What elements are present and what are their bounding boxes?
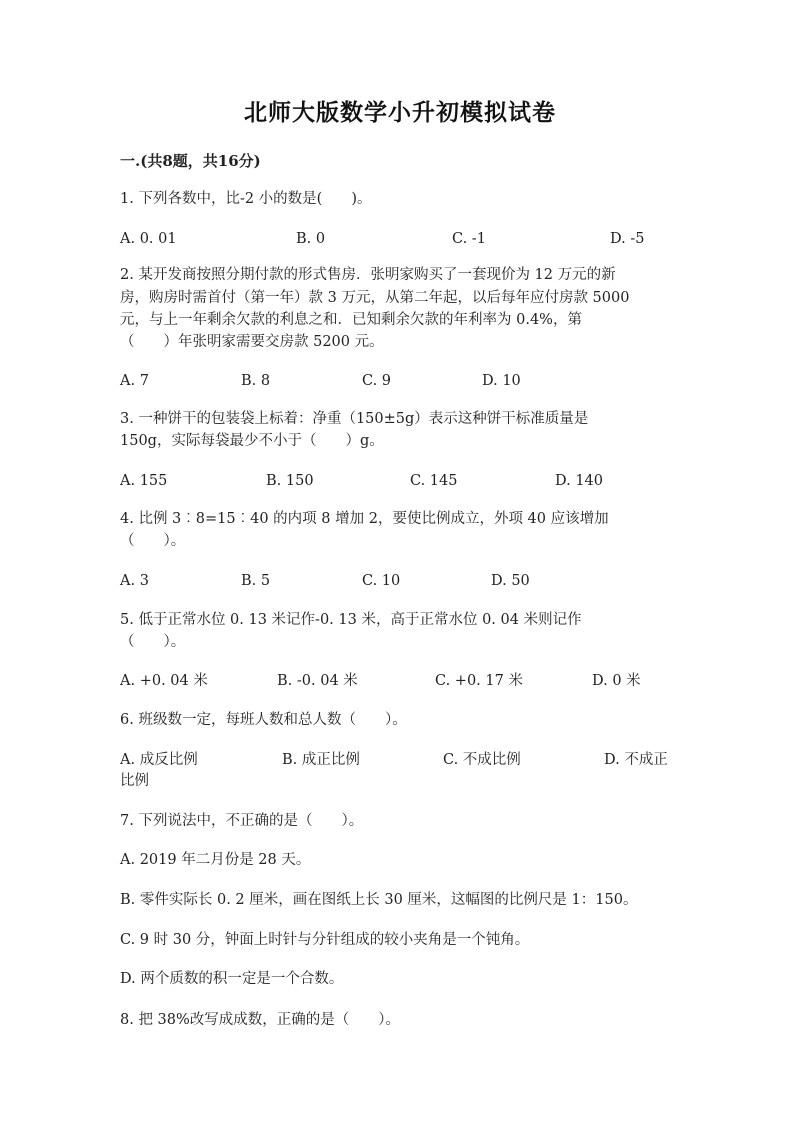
question-3-option-c: C. 145: [410, 473, 458, 489]
question-2-text-line-4: （ ）年张明家需要交房款 5200 元。: [120, 334, 384, 350]
question-3-option-b: B. 150: [266, 473, 314, 489]
question-1-option-d: D. -5: [610, 231, 645, 247]
question-1-option-c: C. -1: [452, 231, 486, 247]
question-5-text-line-1: 5. 低于正常水位 0. 13 米记作-0. 13 米，高于正常水位 0. 04 米则记作: [120, 612, 582, 628]
question-8-text: 8. 把 38%改写成成数，正确的是（ ）。: [120, 1012, 401, 1028]
question-1-option-b: B. 0: [296, 231, 326, 247]
section-heading: 一.(共8题，共16分): [120, 152, 261, 170]
question-4-text-line-1: 4. 比例 3︰8=15︰40 的内项 8 增加 2，要使比例成立，外项 40 应该增加: [120, 511, 609, 527]
question-7-option-b: B. 零件实际长 0. 2 厘米，画在图纸上长 30 厘米，这幅图的比例尺是 1：150。: [120, 892, 638, 908]
exam-title: 北师大版数学小升初模拟试卷: [244, 99, 556, 126]
question-7-option-d: D. 两个质数的积一定是一个合数。: [120, 971, 344, 987]
question-1-option-a: A. 0. 01: [120, 231, 177, 247]
question-3-option-a: A. 155: [120, 473, 168, 489]
question-4-option-a: A. 3: [120, 573, 149, 589]
question-5-option-d: D. 0 米: [592, 673, 641, 689]
question-6-option-d: D. 不成正: [604, 752, 668, 768]
question-5-option-c: C. +0. 17 米: [435, 673, 523, 689]
question-6-option-a: A. 成反比例: [120, 752, 198, 768]
question-2-option-d: D. 10: [482, 373, 521, 389]
question-7-option-a: A. 2019 年二月份是 28 天。: [120, 852, 311, 868]
question-5-option-a: A. +0. 04 米: [120, 673, 208, 689]
question-2-option-c: C. 9: [362, 373, 392, 389]
question-4-option-c: C. 10: [362, 573, 401, 589]
question-3-text-line-1: 3. 一种饼干的包装袋上标着：净重（150±5g）表示这种饼干标准质量是: [120, 411, 589, 427]
question-6-option-b: B. 成正比例: [282, 752, 360, 768]
question-3-option-d: D. 140: [555, 473, 604, 489]
question-7-option-c: C. 9 时 30 分，钟面上时针与分针组成的较小夹角是一个钝角。: [120, 932, 530, 948]
question-4-option-b: B. 5: [241, 573, 271, 589]
question-2-option-a: A. 7: [120, 373, 149, 389]
question-2-option-b: B. 8: [241, 373, 271, 389]
question-6-text: 6. 班级数一定，每班人数和总人数（ ）。: [120, 712, 407, 728]
question-7-text: 7. 下列说法中，不正确的是（ ）。: [120, 813, 364, 829]
question-2-text-line-3: 元，与上一年剩余欠款的利息之和．已知剩余欠款的年利率为 0.4%，第: [120, 312, 582, 328]
question-1-text: 1. 下列各数中，比-2 小的数是( )。: [120, 191, 372, 207]
question-6-option-c: C. 不成比例: [443, 752, 521, 768]
question-5-text-line-2: （ ）。: [120, 634, 186, 650]
question-4-text-line-2: （ ）。: [120, 533, 186, 549]
question-6-option-d-continued: 比例: [120, 773, 149, 789]
question-5-option-b: B. -0. 04 米: [277, 673, 358, 689]
question-2-text-line-1: 2. 某开发商按照分期付款的形式售房．张明家购买了一套现价为 12 万元的新: [120, 267, 616, 283]
question-4-option-d: D. 50: [491, 573, 530, 589]
question-3-text-line-2: 150g，实际每袋最少不小于（ ）g。: [120, 433, 384, 449]
question-2-text-line-2: 房，购房时需首付（第一年）款 3 万元，从第二年起，以后每年应付房款 5000: [120, 290, 630, 306]
